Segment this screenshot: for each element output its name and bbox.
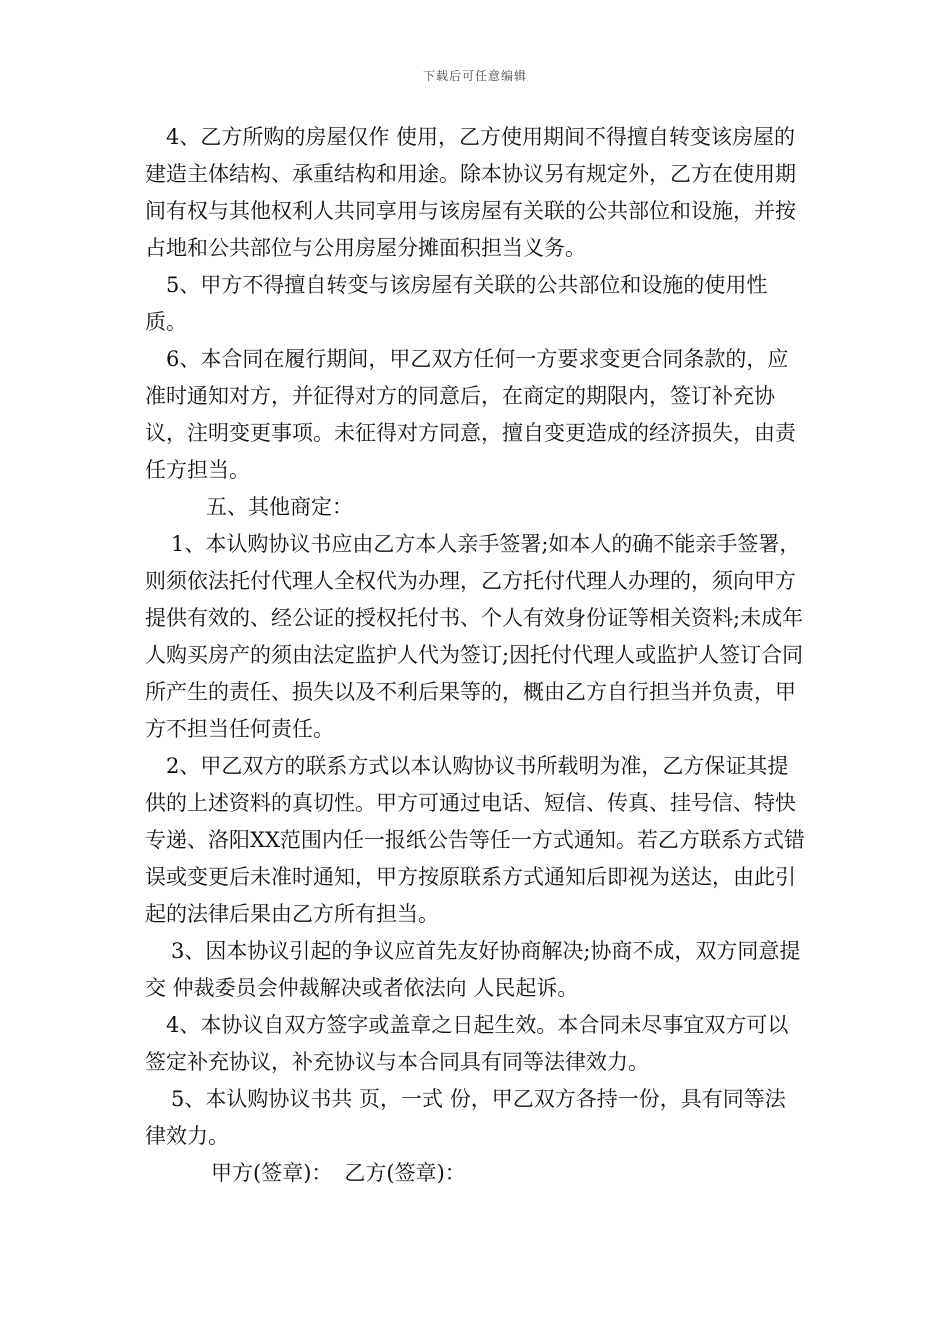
other-clause-1-paragraph: 1、本认购协议书应由乙方本人亲手签署;如本人的确不能亲手签署，则须依法托付代理人全权代为办理，乙方托付代理人办理的，须向甲方提供有效的、经公证的授权托付书、个人有效身份证等相关资料;未成年人购买房产的须由法定监护人代为签订;因托付代理人或监护人签订合同所产生的责任、损失以及不利后果等的，概由乙方自行担当并负责，甲方不担当任何责任。 xyxy=(145,532,804,741)
section-five-heading: 五、其他商定： xyxy=(206,495,353,519)
party-a-signature-label: 甲方(签章)： xyxy=(211,1161,333,1185)
clause-5-paragraph: 5、甲方不得擅自转变与该房屋有关联的公共部位和设施的使用性质。 xyxy=(145,273,768,334)
other-clause-3-paragraph: 3、因本协议引起的争议应首先友好协商解决;协商不成，双方同意提交 仲裁委员会仲裁解决或者依法向 人民起诉。 xyxy=(145,939,801,1000)
other-clause-5-paragraph: 5、本认购协议书共 页，一式 份，甲乙双方各持一份，具有同等法律效力。 xyxy=(145,1087,786,1148)
signature-line xyxy=(145,1155,805,1192)
page-header: 下载后可任意编辑 xyxy=(422,69,527,83)
document-body xyxy=(145,119,805,1192)
party-b-signature-label: 乙方(签章)： xyxy=(344,1161,466,1185)
clause-6-paragraph: 6、本合同在履行期间，甲乙双方任何一方要求变更合同条款的，应准时通知对方，并征得对方的同意后，在商定的期限内，签订补充协议，注明变更事项。未征得对方同意，擅自变更造成的经济损失，由责任方担当。 xyxy=(145,347,796,482)
clause-4-paragraph: 4、乙方所购的房屋仅作 使用，乙方使用期间不得擅自转变该房屋的建造主体结构、承重结构和用途。除本协议另有规定外，乙方在使用期间有权与其他权利人共同享用与该房屋有关联的公共部位和设施，并按占地和公共部位与公用房屋分摊面积担当义务。 xyxy=(145,125,796,260)
other-clause-4-paragraph: 4、本协议自双方签字或盖章之日起生效。本合同未尽事宜双方可以签定补充协议，补充协议与本合同具有同等法律效力。 xyxy=(145,1013,789,1074)
other-clause-2-paragraph: 2、甲乙双方的联系方式以本认购协议书所载明为准，乙方保证其提供的上述资料的真切性。甲方可通过电话、短信、传真、挂号信、特快专递、洛阳XX范围内任一报纸公告等任一方式通知。若乙方联系方式错误或变更后未准时通知，甲方按原联系方式通知后即视为送达，由此引起的法律后果由乙方所有担当。 xyxy=(145,754,805,926)
